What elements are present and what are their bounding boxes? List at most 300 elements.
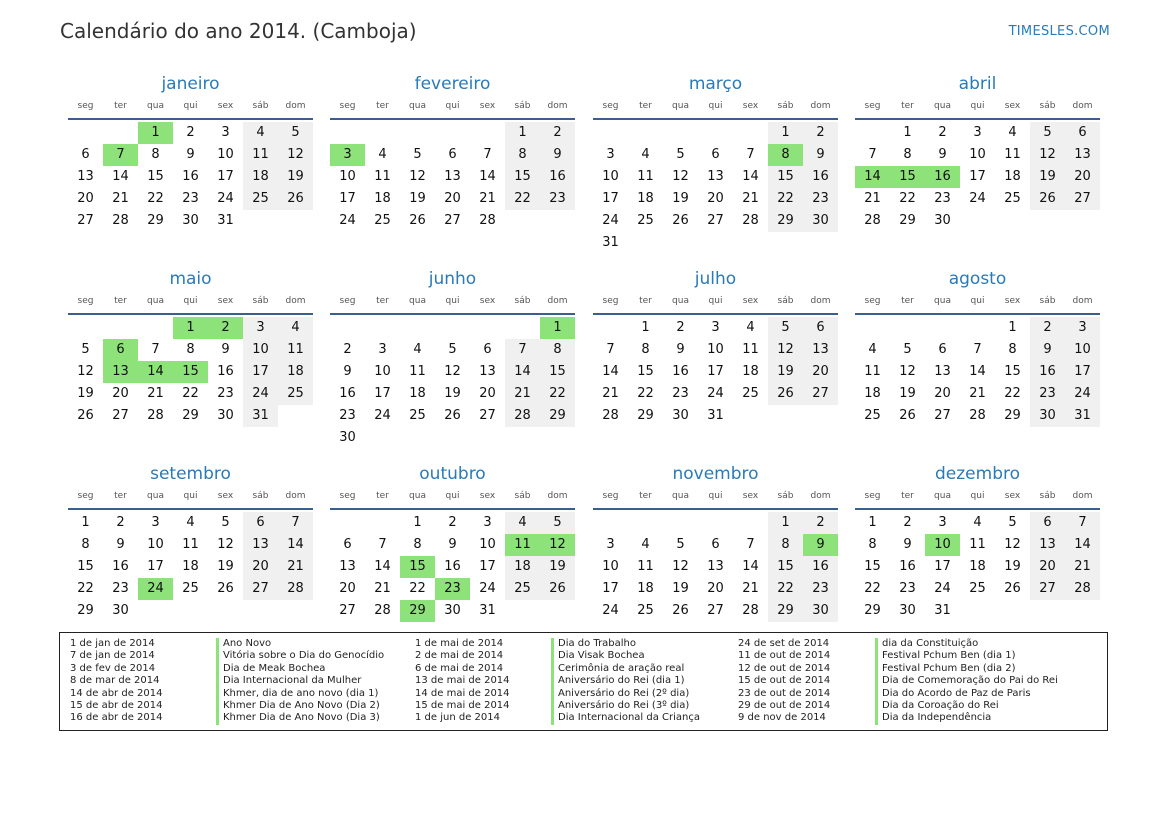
- day-cell: 16: [444, 559, 461, 574]
- day-cell: 10: [374, 364, 391, 379]
- day-cell: 22: [1004, 386, 1021, 401]
- day-cell: 7: [1065, 512, 1100, 534]
- weekday-label: sáb: [1039, 101, 1056, 111]
- day-cell: 9: [676, 342, 685, 357]
- month-outubro: [330, 462, 575, 622]
- day-cell: 5: [81, 342, 90, 357]
- day-cell: 23: [540, 188, 575, 210]
- day-cell: 10: [969, 147, 986, 162]
- brand-link[interactable]: TIMESLES.COM: [1008, 24, 1110, 39]
- day-cell: 20: [803, 361, 838, 383]
- day-cell: 19: [1030, 166, 1065, 188]
- weekday-label: ter: [901, 491, 914, 501]
- day-cell: 20: [444, 191, 461, 206]
- weekday-label: qua: [409, 101, 426, 111]
- empty-cell: [855, 122, 890, 144]
- day-cell: 9: [448, 537, 457, 552]
- day-cell: 17: [602, 191, 619, 206]
- day-cell: 14: [969, 364, 986, 379]
- holiday-day-cell: 29: [400, 600, 435, 622]
- day-cell: 11: [742, 342, 759, 357]
- weekday-label: qui: [183, 491, 198, 501]
- day-cell: 19: [278, 166, 313, 188]
- day-cell: 22: [182, 386, 199, 401]
- day-cell: 26: [899, 408, 916, 423]
- day-cell: 25: [243, 188, 278, 210]
- holiday-day-cell: 16: [925, 166, 960, 188]
- holiday-day-cell: 7: [103, 144, 138, 166]
- day-cell: 1: [81, 515, 90, 530]
- day-cell: 7: [483, 147, 492, 162]
- month-divider: [68, 118, 313, 120]
- weekday-header: [593, 293, 838, 309]
- day-cell: 20: [707, 581, 724, 596]
- day-cell: 19: [1004, 559, 1021, 574]
- day-cell: 18: [864, 386, 881, 401]
- holiday-day-cell: 9: [803, 534, 838, 556]
- day-cell: 20: [707, 191, 724, 206]
- day-cell: 13: [243, 534, 278, 556]
- day-cell: 11: [182, 537, 199, 552]
- holiday-date: 1 de mai de 2014: [415, 638, 504, 649]
- page-title: Calendário do ano 2014. (Camboja): [60, 19, 417, 43]
- day-cell: 24: [1065, 383, 1100, 405]
- empty-cell: [435, 317, 470, 339]
- holiday-date: 3 de fev de 2014: [70, 662, 156, 674]
- weekday-label: ter: [376, 491, 389, 501]
- day-cell: 14: [278, 534, 313, 556]
- holiday-name: Dia da Coroação do Rei: [875, 700, 999, 712]
- days-grid: [330, 122, 575, 232]
- weekday-label: sáb: [252, 491, 269, 501]
- day-cell: 28: [602, 408, 619, 423]
- weekday-label: sáb: [514, 101, 531, 111]
- day-cell: 15: [864, 559, 881, 574]
- empty-cell: [593, 122, 628, 144]
- holiday-date: 24 de set de 2014: [738, 638, 830, 649]
- month-name: setembro: [150, 464, 231, 484]
- weekday-label: dom: [285, 296, 306, 306]
- empty-cell: [68, 122, 103, 144]
- day-cell: 30: [899, 603, 916, 618]
- holiday-date: 23 de out de 2014: [738, 687, 831, 699]
- day-cell: 26: [672, 213, 689, 228]
- day-cell: 17: [969, 169, 986, 184]
- day-cell: 24: [479, 581, 496, 596]
- day-cell: 6: [1030, 512, 1065, 534]
- day-cell: 7: [278, 512, 313, 534]
- legend-entry: [70, 650, 400, 662]
- weekday-header: [68, 98, 313, 114]
- day-cell: 30: [182, 213, 199, 228]
- days-grid: [330, 512, 575, 622]
- day-cell: 19: [444, 386, 461, 401]
- month-name: dezembro: [935, 464, 1020, 484]
- empty-cell: [470, 122, 505, 144]
- day-cell: 4: [641, 537, 650, 552]
- day-cell: 15: [77, 559, 94, 574]
- day-cell: 23: [899, 581, 916, 596]
- holiday-day-cell: 1: [173, 317, 208, 339]
- day-cell: 20: [1065, 166, 1100, 188]
- weekday-label: dom: [547, 491, 568, 501]
- day-cell: 14: [1065, 534, 1100, 556]
- holiday-day-cell: 23: [435, 578, 470, 600]
- legend-entry: [415, 712, 745, 724]
- holiday-day-cell: 15: [400, 556, 435, 578]
- day-cell: 13: [1065, 144, 1100, 166]
- day-cell: 5: [768, 317, 803, 339]
- day-cell: 12: [1004, 537, 1021, 552]
- day-cell: 26: [77, 408, 94, 423]
- weekday-label: qui: [970, 101, 985, 111]
- day-cell: 25: [637, 603, 654, 618]
- empty-cell: [330, 512, 365, 534]
- day-cell: 7: [746, 147, 755, 162]
- day-cell: 11: [637, 169, 654, 184]
- day-cell: 22: [540, 383, 575, 405]
- day-cell: 28: [278, 578, 313, 600]
- day-cell: 14: [479, 169, 496, 184]
- day-cell: 10: [1065, 339, 1100, 361]
- day-cell: 29: [864, 603, 881, 618]
- day-cell: 21: [602, 386, 619, 401]
- weekday-label: seg: [339, 296, 356, 306]
- day-cell: 7: [973, 342, 982, 357]
- month-setembro: [68, 462, 313, 622]
- empty-cell: [400, 317, 435, 339]
- day-cell: 27: [1065, 188, 1100, 210]
- day-cell: 7: [606, 342, 615, 357]
- day-cell: 27: [707, 603, 724, 618]
- day-cell: 13: [444, 169, 461, 184]
- weekday-label: ter: [376, 296, 389, 306]
- day-cell: 20: [243, 556, 278, 578]
- holiday-name: Aniversário do Rei (3º dia): [551, 700, 689, 712]
- days-grid: [68, 512, 313, 622]
- day-cell: 14: [112, 169, 129, 184]
- day-cell: 1: [768, 512, 803, 534]
- holiday-day-cell: 24: [138, 578, 173, 600]
- day-cell: 29: [182, 408, 199, 423]
- day-cell: 3: [938, 515, 947, 530]
- day-cell: 8: [81, 537, 90, 552]
- day-cell: 21: [112, 191, 129, 206]
- day-cell: 9: [803, 144, 838, 166]
- day-cell: 30: [934, 213, 951, 228]
- day-cell: 10: [602, 169, 619, 184]
- weekday-label: qui: [970, 491, 985, 501]
- day-cell: 21: [864, 191, 881, 206]
- day-cell: 5: [676, 537, 685, 552]
- day-cell: 21: [147, 386, 164, 401]
- holiday-name: Vitória sobre o Dia do Genocídio: [216, 650, 384, 662]
- day-cell: 27: [243, 578, 278, 600]
- legend-entry: [70, 675, 400, 687]
- weekday-label: seg: [77, 101, 94, 111]
- day-cell: 4: [973, 515, 982, 530]
- day-cell: 4: [243, 122, 278, 144]
- day-cell: 6: [711, 537, 720, 552]
- legend-entry: [415, 638, 745, 650]
- day-cell: 29: [77, 603, 94, 618]
- day-cell: 22: [147, 191, 164, 206]
- weekday-label: sex: [1004, 491, 1021, 501]
- day-cell: 15: [768, 556, 803, 578]
- month-março: [593, 72, 838, 254]
- empty-cell: [925, 317, 960, 339]
- weekday-label: qui: [708, 296, 723, 306]
- weekday-label: dom: [1072, 296, 1093, 306]
- day-cell: 14: [742, 559, 759, 574]
- day-cell: 1: [903, 125, 912, 140]
- holiday-date: 13 de mai de 2014: [415, 675, 510, 687]
- day-cell: 7: [151, 342, 160, 357]
- empty-cell: [663, 512, 698, 534]
- day-cell: 10: [147, 537, 164, 552]
- day-cell: 16: [803, 166, 838, 188]
- weekday-label: sex: [1004, 101, 1021, 111]
- day-cell: 12: [1030, 144, 1065, 166]
- day-cell: 17: [147, 559, 164, 574]
- day-cell: 3: [1065, 317, 1100, 339]
- month-name: maio: [169, 269, 212, 289]
- day-cell: 26: [672, 603, 689, 618]
- day-cell: 31: [243, 405, 278, 427]
- day-cell: 25: [1004, 191, 1021, 206]
- day-cell: 1: [868, 515, 877, 530]
- day-cell: 11: [409, 364, 426, 379]
- day-cell: 15: [505, 166, 540, 188]
- legend-entry: [415, 688, 745, 700]
- weekday-label: qua: [147, 296, 164, 306]
- holiday-date: 1 de jan de 2014: [70, 638, 155, 649]
- weekday-label: sáb: [1039, 296, 1056, 306]
- weekday-label: qui: [708, 101, 723, 111]
- day-cell: 20: [934, 386, 951, 401]
- weekday-label: seg: [77, 491, 94, 501]
- month-divider: [68, 313, 313, 315]
- weekday-label: ter: [901, 296, 914, 306]
- holiday-name: Aniversário do Rei (2º dia): [551, 688, 689, 700]
- day-cell: 17: [1065, 361, 1100, 383]
- day-cell: 3: [606, 537, 615, 552]
- day-cell: 18: [409, 386, 426, 401]
- month-agosto: [855, 267, 1100, 427]
- day-cell: 28: [479, 213, 496, 228]
- legend-entry: [70, 700, 400, 712]
- weekday-header: [330, 98, 575, 114]
- day-cell: 28: [742, 603, 759, 618]
- weekday-header: [593, 488, 838, 504]
- day-cell: 7: [378, 537, 387, 552]
- empty-cell: [890, 317, 925, 339]
- day-cell: 21: [969, 386, 986, 401]
- holiday-name: Dia Internacional da Mulher: [216, 675, 361, 687]
- weekday-label: qua: [672, 101, 689, 111]
- empty-cell: [365, 317, 400, 339]
- day-cell: 6: [343, 537, 352, 552]
- day-cell: 29: [768, 600, 803, 622]
- day-cell: 19: [77, 386, 94, 401]
- day-cell: 10: [217, 147, 234, 162]
- day-cell: 11: [637, 559, 654, 574]
- day-cell: 8: [868, 537, 877, 552]
- day-cell: 26: [1030, 188, 1065, 210]
- day-cell: 26: [444, 408, 461, 423]
- legend-entry: [738, 688, 1068, 700]
- days-grid: [593, 317, 838, 427]
- month-divider: [330, 313, 575, 315]
- empty-cell: [365, 122, 400, 144]
- day-cell: 17: [339, 191, 356, 206]
- weekday-label: dom: [810, 296, 831, 306]
- day-cell: 26: [278, 188, 313, 210]
- weekday-label: dom: [810, 101, 831, 111]
- weekday-label: sex: [217, 491, 234, 501]
- weekday-label: qui: [445, 101, 460, 111]
- weekday-label: seg: [339, 491, 356, 501]
- day-cell: 26: [540, 578, 575, 600]
- month-dezembro: [855, 462, 1100, 622]
- weekday-label: ter: [901, 101, 914, 111]
- day-cell: 4: [278, 317, 313, 339]
- month-divider: [330, 118, 575, 120]
- day-cell: 2: [1030, 317, 1065, 339]
- day-cell: 18: [243, 166, 278, 188]
- day-cell: 22: [899, 191, 916, 206]
- weekday-label: ter: [376, 101, 389, 111]
- day-cell: 13: [707, 169, 724, 184]
- day-cell: 16: [540, 166, 575, 188]
- weekday-label: sex: [479, 296, 496, 306]
- day-cell: 13: [707, 559, 724, 574]
- holiday-name: Khmer, dia de ano novo (dia 1): [216, 688, 378, 700]
- holiday-date: 2 de mai de 2014: [415, 650, 504, 662]
- weekday-label: sáb: [777, 101, 794, 111]
- day-cell: 10: [339, 169, 356, 184]
- empty-cell: [698, 512, 733, 534]
- day-cell: 2: [448, 515, 457, 530]
- empty-cell: [470, 317, 505, 339]
- holiday-name: dia da Constituição: [875, 638, 978, 650]
- holiday-name: Dia de Comemoração do Pai do Rei: [875, 675, 1058, 687]
- month-divider: [855, 508, 1100, 510]
- day-cell: 29: [1004, 408, 1021, 423]
- empty-cell: [138, 317, 173, 339]
- holiday-day-cell: 12: [540, 534, 575, 556]
- day-cell: 14: [374, 559, 391, 574]
- day-cell: 26: [217, 581, 234, 596]
- legend-entry: [738, 700, 1068, 712]
- holiday-day-cell: 14: [855, 166, 890, 188]
- day-cell: 18: [637, 191, 654, 206]
- day-cell: 26: [1004, 581, 1021, 596]
- day-cell: 10: [479, 537, 496, 552]
- day-cell: 1: [1008, 320, 1017, 335]
- day-cell: 8: [540, 339, 575, 361]
- day-cell: 22: [768, 188, 803, 210]
- month-divider: [330, 508, 575, 510]
- month-name: março: [688, 74, 743, 94]
- day-cell: 24: [707, 386, 724, 401]
- day-cell: 8: [505, 144, 540, 166]
- day-cell: 9: [903, 537, 912, 552]
- day-cell: 3: [378, 342, 387, 357]
- empty-cell: [960, 317, 995, 339]
- day-cell: 6: [1065, 122, 1100, 144]
- day-cell: 31: [934, 603, 951, 618]
- day-cell: 21: [374, 581, 391, 596]
- legend-entry: [738, 638, 1068, 650]
- empty-cell: [628, 122, 663, 144]
- weekday-header: [855, 488, 1100, 504]
- day-cell: 27: [479, 408, 496, 423]
- day-cell: 4: [746, 320, 755, 335]
- holiday-date: 11 de out de 2014: [738, 650, 831, 662]
- holiday-name: Cerimônia de aração real: [551, 663, 684, 675]
- day-cell: 27: [934, 408, 951, 423]
- holiday-name: Dia de Meak Bochea: [216, 663, 325, 675]
- day-cell: 25: [969, 581, 986, 596]
- legend-entry: [415, 700, 745, 712]
- day-cell: 28: [112, 213, 129, 228]
- holiday-date: 7 de jan de 2014: [70, 650, 155, 662]
- day-cell: 5: [221, 515, 230, 530]
- weekday-label: dom: [810, 491, 831, 501]
- legend-entry: [70, 688, 400, 700]
- weekday-label: dom: [547, 296, 568, 306]
- day-cell: 6: [803, 317, 838, 339]
- day-cell: 29: [540, 405, 575, 427]
- day-cell: 23: [217, 386, 234, 401]
- weekday-label: qua: [147, 491, 164, 501]
- empty-cell: [855, 317, 890, 339]
- day-cell: 3: [711, 320, 720, 335]
- holiday-name: Khmer Dia de Ano Novo (Dia 2): [216, 700, 380, 712]
- day-cell: 13: [1030, 534, 1065, 556]
- day-cell: 17: [934, 559, 951, 574]
- day-cell: 23: [1030, 383, 1065, 405]
- day-cell: 25: [637, 213, 654, 228]
- day-cell: 19: [899, 386, 916, 401]
- day-cell: 5: [278, 122, 313, 144]
- day-cell: 2: [540, 122, 575, 144]
- legend-entry: [70, 638, 400, 650]
- day-cell: 21: [742, 191, 759, 206]
- day-cell: 2: [903, 515, 912, 530]
- holiday-day-cell: 11: [505, 534, 540, 556]
- weekday-label: seg: [864, 101, 881, 111]
- day-cell: 24: [969, 191, 986, 206]
- day-cell: 22: [768, 578, 803, 600]
- holiday-day-cell: 1: [138, 122, 173, 144]
- day-cell: 16: [899, 559, 916, 574]
- day-cell: 15: [768, 166, 803, 188]
- day-cell: 18: [969, 559, 986, 574]
- day-cell: 12: [768, 339, 803, 361]
- day-cell: 12: [217, 537, 234, 552]
- day-cell: 16: [1030, 361, 1065, 383]
- day-cell: 5: [676, 147, 685, 162]
- legend-entry: [415, 663, 745, 675]
- weekday-label: ter: [639, 296, 652, 306]
- weekday-label: seg: [77, 296, 94, 306]
- day-cell: 20: [112, 386, 129, 401]
- weekday-label: dom: [285, 491, 306, 501]
- weekday-header: [330, 488, 575, 504]
- day-cell: 27: [707, 213, 724, 228]
